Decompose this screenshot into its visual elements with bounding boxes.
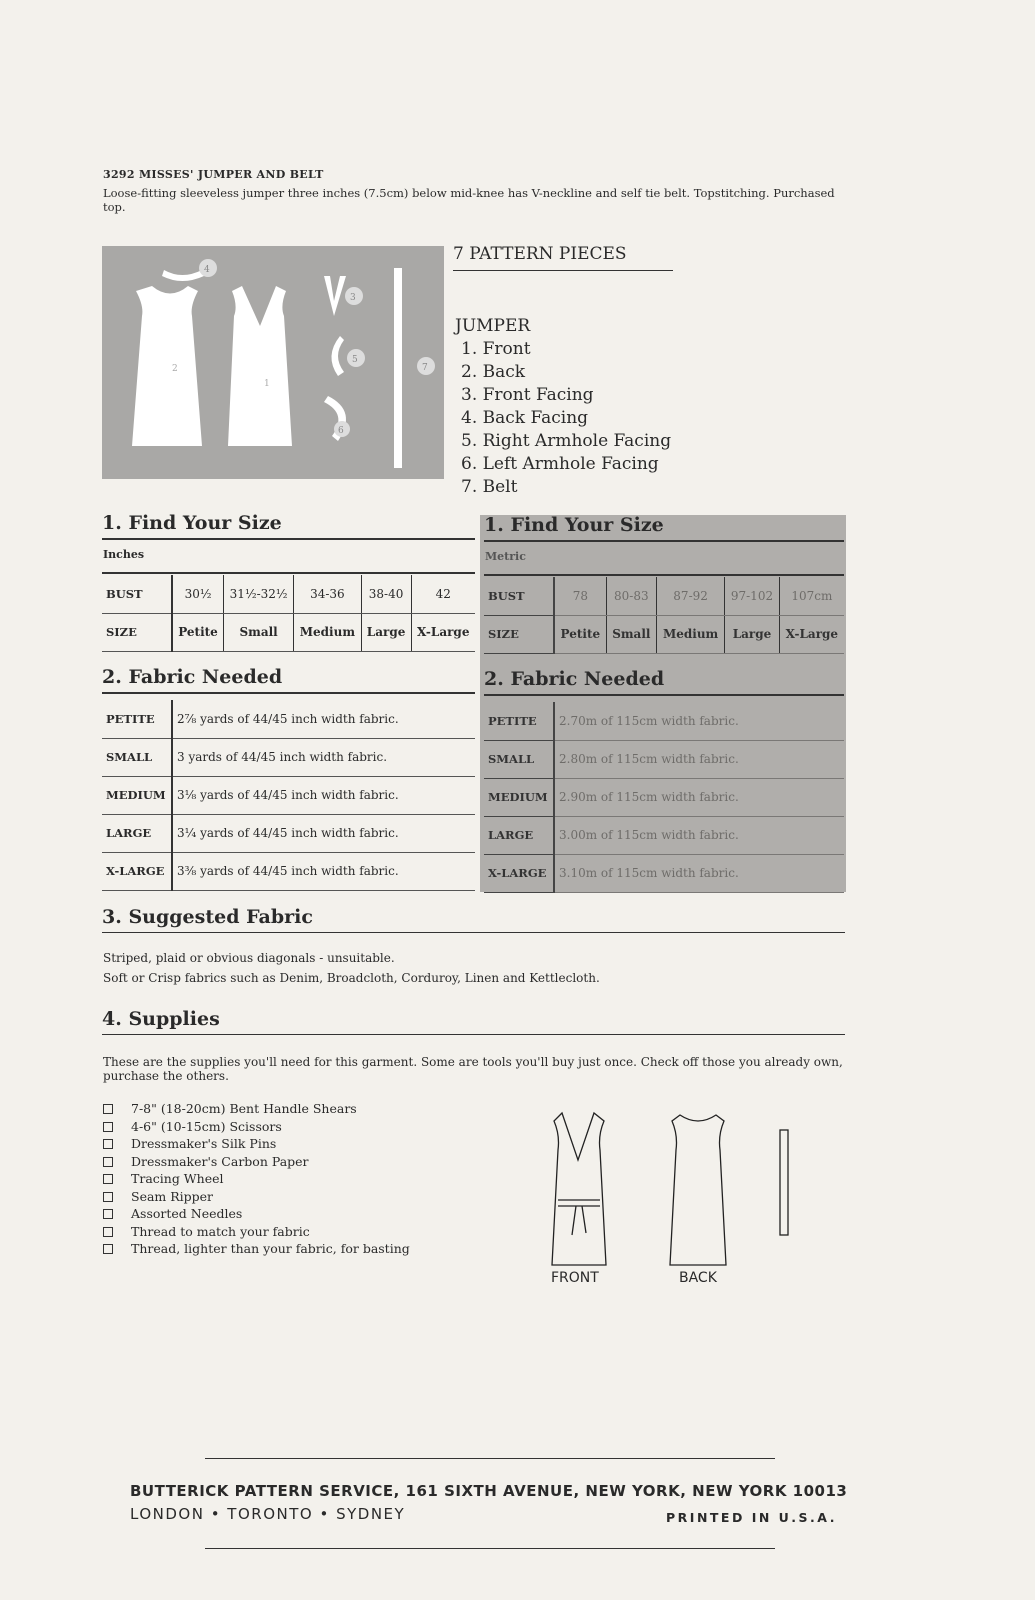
metric-label: Metric (485, 550, 526, 563)
bust-cell: 97-102 (725, 577, 779, 615)
pattern-pieces-count: 7 PATTERN PIECES (453, 244, 673, 271)
size-cell: Medium (656, 615, 724, 653)
pattern-piece: 3. Front Facing (461, 385, 594, 405)
supply-item[interactable] (103, 1153, 410, 1171)
checkbox[interactable] (103, 1157, 113, 1167)
supply-item[interactable] (103, 1100, 410, 1118)
footer-divider (205, 1548, 775, 1549)
fabric-amount: 3 yards of 44/45 inch width fabric. (172, 738, 475, 776)
checkbox[interactable] (103, 1139, 113, 1149)
fabric-amount: 2.90m of 115cm width fabric. (554, 778, 844, 816)
find-size-heading-metric: 1. Find Your Size (484, 514, 844, 542)
supplies-heading: 4. Supplies (102, 1008, 845, 1035)
supply-label: Assorted Needles (131, 1206, 243, 1221)
size-cell: Small (606, 615, 656, 653)
publisher-cities: LONDON • TORONTO • SYDNEY (130, 1505, 406, 1523)
bust-cell: 78 (554, 577, 606, 615)
fabric-size: LARGE (484, 816, 554, 854)
size-cell: X-Large (411, 613, 475, 651)
svg-text:3: 3 (350, 293, 356, 303)
unsuitable-note: Striped, plaid or obvious diagonals - unsuitable. (103, 951, 395, 965)
bust-cell: 38-40 (361, 575, 411, 613)
pattern-description: Loose-fitting sleeveless jumper three inches (7.5cm) below mid-knee has V-neckline and self tie belt. Topstitching. Purchased top. (103, 186, 835, 214)
supply-item[interactable] (103, 1240, 410, 1258)
suggested-fabric-text (103, 948, 600, 988)
inches-label: Inches (103, 548, 145, 561)
garment-line-drawings (540, 1105, 810, 1270)
supply-item[interactable] (103, 1223, 410, 1241)
supplies-intro: These are the supplies you'll need for this garment. Some are tools you'll buy just once. Check off those you already own, purchase the others. (103, 1055, 843, 1083)
size-cell: Medium (294, 613, 361, 651)
bust-cell: 31½-32½ (224, 575, 294, 613)
pattern-piece: 5. Right Armhole Facing (461, 431, 672, 451)
svg-text:5: 5 (352, 355, 358, 365)
bust-label: BUST (102, 575, 172, 613)
fabric-amount: 3⅛ yards of 44/45 inch width fabric. (172, 776, 475, 814)
supply-label: 7-8" (18-20cm) Bent Handle Shears (131, 1101, 357, 1116)
fabric-amount: 2.70m of 115cm width fabric. (554, 702, 844, 740)
svg-text:1: 1 (264, 379, 270, 389)
pattern-piece: 6. Left Armhole Facing (461, 454, 659, 474)
bust-cell: 42 (411, 575, 475, 613)
size-cell: Large (361, 613, 411, 651)
fabric-size: SMALL (484, 740, 554, 778)
svg-text:7: 7 (422, 363, 428, 373)
supply-item[interactable] (103, 1205, 410, 1223)
pattern-piece: 7. Belt (461, 477, 518, 497)
supplies-checklist (103, 1100, 410, 1258)
supply-item[interactable] (103, 1188, 410, 1206)
back-label: BACK (679, 1270, 717, 1286)
supply-label: Tracing Wheel (131, 1171, 224, 1186)
supply-item[interactable] (103, 1118, 410, 1136)
pattern-piece: 4. Back Facing (461, 408, 589, 428)
svg-text:2: 2 (172, 364, 178, 374)
bust-cell: 80-83 (606, 577, 656, 615)
supply-label: Seam Ripper (131, 1188, 214, 1204)
front-label: FRONT (551, 1270, 599, 1286)
size-table-inches (102, 575, 475, 652)
pattern-group: JUMPER (455, 316, 531, 336)
fabric-size: PETITE (102, 700, 172, 738)
supply-item[interactable] (103, 1135, 410, 1153)
fabric-size: X-LARGE (484, 854, 554, 892)
pattern-title: 3292 MISSES' JUMPER AND BELT (103, 168, 324, 181)
fabric-amount: 3.10m of 115cm width fabric. (554, 854, 844, 892)
pattern-pieces-illustration (102, 246, 444, 479)
bust-cell: 30½ (172, 575, 224, 613)
checkbox[interactable] (103, 1104, 113, 1114)
svg-text:4: 4 (204, 265, 210, 275)
fabric-table-yards (102, 700, 475, 891)
printed-in: PRINTED IN U.S.A. (666, 1510, 837, 1525)
publisher-address: BUTTERICK PATTERN SERVICE, 161 SIXTH AVENUE, NEW YORK, NEW YORK 10013 (130, 1482, 848, 1500)
supply-label: Thread, lighter than your fabric, for basting (131, 1241, 410, 1256)
fabric-table-metric (484, 702, 844, 893)
find-size-heading: 1. Find Your Size (102, 512, 475, 540)
size-cell: Large (725, 615, 779, 653)
fabric-needed-heading: 2. Fabric Needed (102, 666, 475, 694)
fabric-size: PETITE (484, 702, 554, 740)
size-label: SIZE (102, 613, 172, 651)
size-label: SIZE (484, 615, 554, 653)
fabric-amount: 2⅞ yards of 44/45 inch width fabric. (172, 700, 475, 738)
pattern-piece-list (455, 315, 671, 499)
bust-cell: 87-92 (656, 577, 724, 615)
checkbox[interactable] (103, 1174, 113, 1184)
pattern-piece: 2. Back (461, 362, 526, 382)
size-cell: Small (224, 613, 294, 651)
checkbox[interactable] (103, 1122, 113, 1132)
svg-text:6: 6 (338, 426, 344, 436)
fabric-size: MEDIUM (102, 776, 172, 814)
size-cell: X-Large (779, 615, 844, 653)
fabric-size: LARGE (102, 814, 172, 852)
size-table-metric (484, 577, 844, 654)
recommended-fabrics: Soft or Crisp fabrics such as Denim, Broadcloth, Corduroy, Linen and Kettlecloth. (103, 971, 600, 985)
size-cell: Petite (172, 613, 224, 651)
fabric-amount: 3¼ yards of 44/45 inch width fabric. (172, 814, 475, 852)
supply-item[interactable] (103, 1170, 410, 1188)
checkbox[interactable] (103, 1209, 113, 1219)
bust-label: BUST (484, 577, 554, 615)
fabric-amount: 3.00m of 115cm width fabric. (554, 816, 844, 854)
fabric-amount: 3⅜ yards of 44/45 inch width fabric. (172, 852, 475, 890)
supply-label: 4-6" (10-15cm) Scissors (131, 1118, 282, 1134)
checkbox[interactable] (103, 1192, 113, 1202)
bust-cell: 34-36 (294, 575, 361, 613)
checkbox[interactable] (103, 1227, 113, 1237)
bust-cell: 107cm (779, 577, 844, 615)
pattern-pieces-diagram (102, 246, 444, 479)
supply-label: Dressmaker's Carbon Paper (131, 1153, 309, 1169)
checkbox[interactable] (103, 1244, 113, 1254)
fabric-size: SMALL (102, 738, 172, 776)
footer-divider (205, 1458, 775, 1459)
fabric-needed-heading-metric: 2. Fabric Needed (484, 668, 844, 696)
supply-label: Dressmaker's Silk Pins (131, 1136, 277, 1151)
pattern-piece: 1. Front (461, 339, 531, 359)
size-cell: Petite (554, 615, 606, 653)
supply-label: Thread to match your fabric (131, 1223, 310, 1239)
fabric-size: X-LARGE (102, 852, 172, 890)
fabric-amount: 2.80m of 115cm width fabric. (554, 740, 844, 778)
suggested-fabric-heading: 3. Suggested Fabric (102, 906, 845, 933)
fabric-size: MEDIUM (484, 778, 554, 816)
